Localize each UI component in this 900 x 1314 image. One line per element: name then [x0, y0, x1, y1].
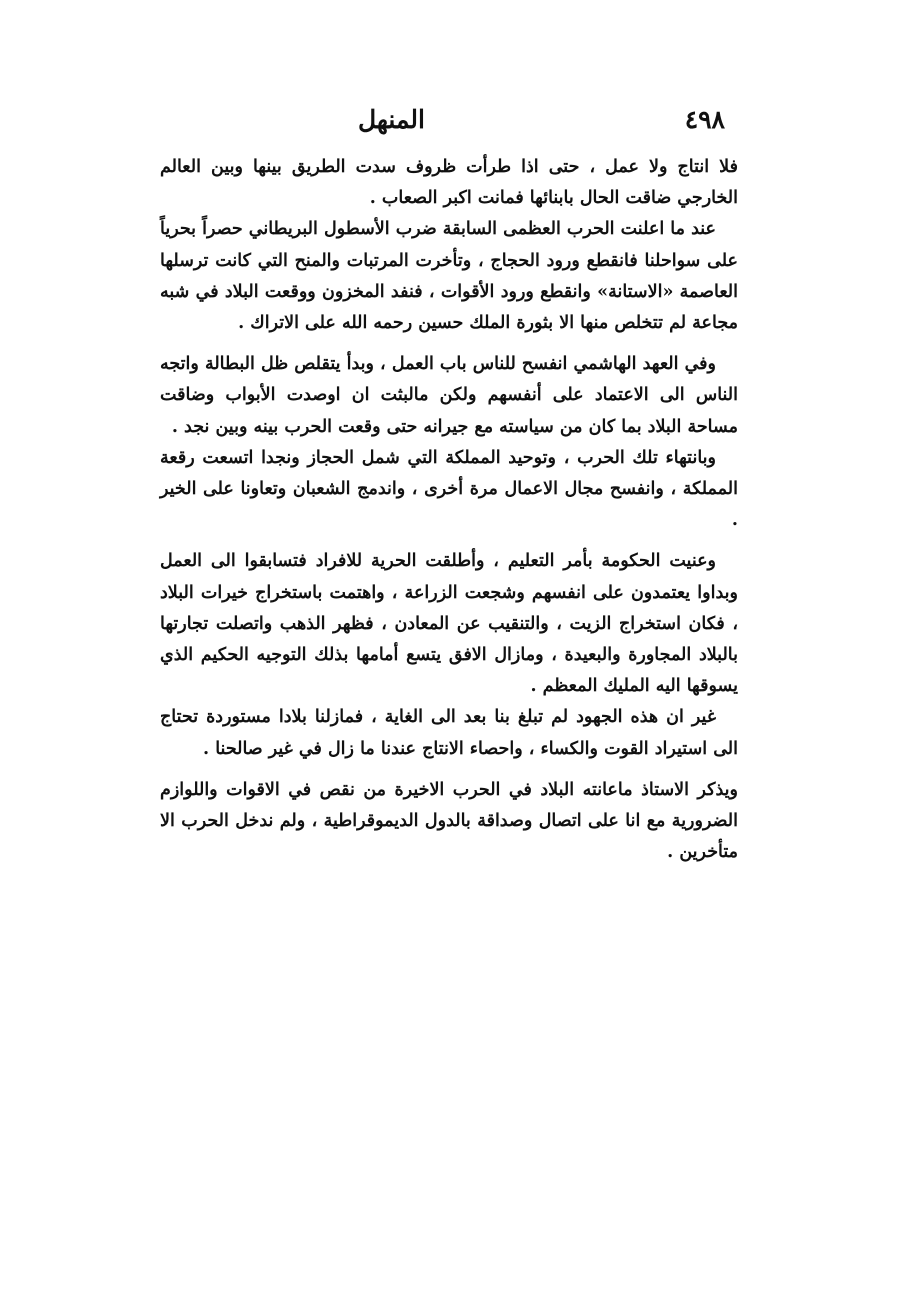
running-title: المنهل [357, 105, 425, 134]
paragraph-2: عند ما اعلنت الحرب العظمى السابقة ضرب الأسطول البريطاني حصراً بحرياً على سواحلنا فانقطع ورود الحجاج ، وتأخرت المرتبات والمنح التي كانت ترسلها العاصمة «الاستانة» وانقطع ورود الأقوات ، فنفد المخزون ووقعت البلاد في شبه مجاعة لم تتخلص منها الا بثورة الملك حسين رحمه الله على الاتراك . [160, 219, 738, 334]
paragraph-1: فلا انتاج ولا عمل ، حتى اذا طرأت ظروف سدت الطريق بينها وبين العالم الخارجي ضاقت الحال بابنائها فمانت اكبر الصعاب . [160, 157, 738, 209]
paragraph-3: وفي العهد الهاشمي انفسح للناس باب العمل ، وبدأ يتقلص ظل البطالة واتجه الناس الى الاعتماد على أنفسهم ولكن مالبثت ان اوصدت الأبواب وضاقت مساحة البلاد بما كان من سياسته مع جيرانه حتى وقعت الحرب بينه وبين نجد . [160, 354, 738, 437]
paragraph-5: وعنيت الحكومة بأمر التعليم ، وأطلقت الحرية للافراد فتسابقوا الى العمل وبداوا يعتمدون على انفسهم وشجعت الزراعة ، واهتمت باستخراج خيرات البلاد ، فكان استخراج الزيت ، والتنقيب عن المعادن ، فظهر الذهب واتصلت تجارتها بالبلاد المجاورة والبعيدة ، ومازال الافق يتسع أمامها بذلك التوجيه الحكيم الذي يسوقها اليه المليك المعظم . [160, 551, 738, 697]
paragraph-4: وبانتهاء تلك الحرب ، وتوحيد المملكة التي شمل الحجاز ونجدا اتسعت رقعة المملكة ، وانفسح مجال الاعمال مرة أخرى ، واندمج الشعبان وتعاونا على الخير . [160, 447, 738, 531]
page-header [175, 100, 725, 140]
paragraph-7: ويذكر الاستاذ ماعانته البلاد في الحرب الاخيرة من نقص في الاقوات واللوازم الضرورية مع انا على اتصال وصداقة بالدول الديموقراطية ، ولم ندخل الحرب الا متأخرين . [160, 779, 738, 863]
body-text [160, 152, 738, 868]
paragraph-6: غير ان هذه الجهود لم تبلغ بنا بعد الى الغاية ، فمازلنا بلادا مستوردة تحتاج الى استيراد القوت والكساء ، واحصاء الانتاج عندنا ما زال في غير صالحنا . [160, 707, 738, 759]
page-number: ٤٩٨ [684, 105, 725, 134]
